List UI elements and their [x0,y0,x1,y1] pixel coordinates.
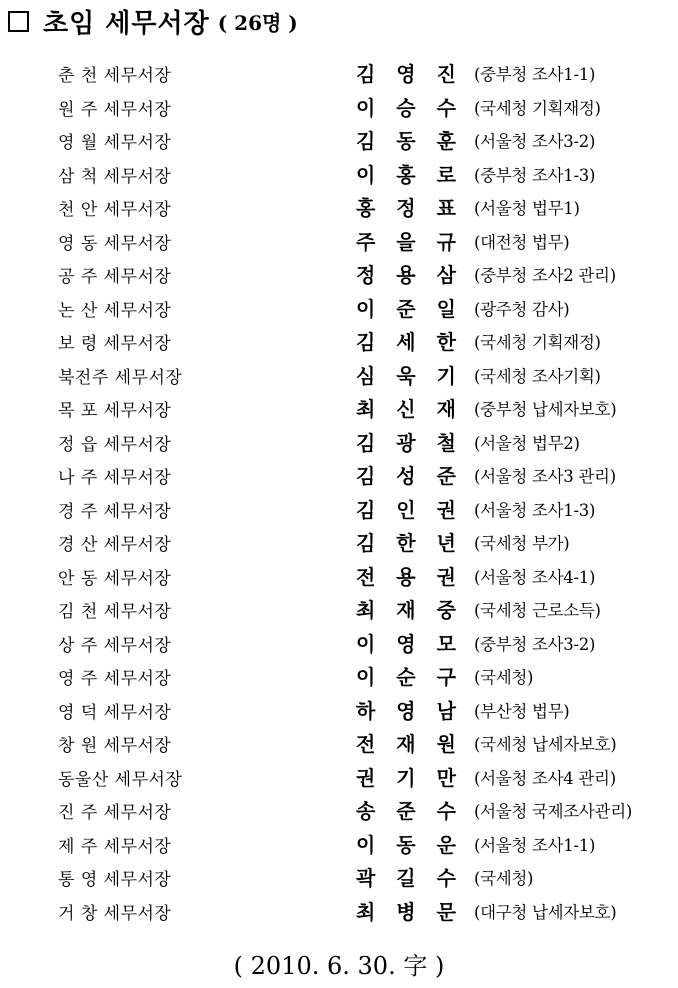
previous-position: (서울청 국제조사관리) [474,802,632,821]
appointee-name: 하 영 남 [356,698,457,723]
list-item [0,156,678,190]
appointee-name: 이 순 구 [356,665,457,689]
office-name: 영 덕 세무서장 [58,702,172,723]
previous-position: (대전청 법무) [474,232,570,252]
list-item [0,89,678,123]
list-item [0,893,678,927]
list-item [0,558,678,592]
appointee-name: 김 한 년 [356,531,457,555]
office-name: 공 주 세무서장 [58,267,172,287]
previous-position: (대구청 납세자보호) [474,902,617,922]
effective-date: ( 2010. 6. 30. 字 ) [233,952,445,980]
appointee-name: 김 동 훈 [356,129,457,153]
appointee-name: 전 재 원 [356,732,457,756]
appointee-name: 주 을 규 [356,229,457,254]
appointee-name: 김 인 권 [356,497,457,522]
section-header [8,4,298,38]
list-item [0,390,678,424]
list-item [0,55,678,89]
office-name: 보 령 세무서장 [58,334,172,354]
appointee-name: 곽 길 수 [356,866,457,890]
list-item [0,591,678,625]
appointee-name: 송 준 수 [356,799,457,823]
office-name: 안 동 세무서장 [58,568,172,589]
list-item [0,122,678,156]
previous-position: (서울청 조사3-2) [474,132,596,151]
list-item [0,625,678,659]
appointee-name: 전 용 권 [356,564,457,589]
section-title: 초임 세무서장 [43,8,210,39]
appointee-name: 김 세 한 [356,330,457,354]
office-name: 동울산 세무서장 [58,769,183,790]
list-item [0,792,678,826]
list-item [0,357,678,391]
previous-position: (중부청 조사3-2) [474,634,596,654]
list-item [0,424,678,458]
previous-position: (중부청 조사1-1) [474,65,596,84]
appointee-name: 권 기 만 [356,765,457,790]
previous-position: (서울청 법무2) [474,433,580,453]
list-item [0,491,678,525]
office-name: 영 동 세무서장 [58,233,172,254]
checkbox-icon [8,11,29,32]
list-item [0,223,678,257]
appointee-name: 이 승 수 [356,95,457,120]
previous-position: (중부청 조사1-3) [474,165,596,185]
appointee-name: 이 준 일 [356,296,457,321]
previous-position: (서울청 법무1) [474,199,580,218]
previous-position: (광주청 감사) [474,299,570,319]
office-name: 제 주 세무서장 [58,836,172,857]
list-item [0,524,678,558]
appointee-name: 최 병 문 [356,899,457,924]
previous-position: (국세청) [474,668,534,687]
appointee-name: 이 영 모 [356,631,457,656]
previous-position: (부산청 법무) [474,701,570,721]
appointee-name: 정 용 삼 [356,263,457,287]
list-item [0,290,678,324]
list-item [0,725,678,759]
list-item [0,692,678,726]
previous-position: (서울청 조사1-1) [474,835,596,855]
previous-position: (서울청 조사3 관리) [474,467,616,486]
office-name: 김 천 세무서장 [58,602,172,622]
appointee-name: 최 신 재 [356,397,457,421]
appointee-name: 김 영 진 [356,62,457,86]
list-item [0,323,678,357]
previous-position: (중부청 조사2 관리) [474,266,616,285]
previous-position: (서울청 조사4-1) [474,567,596,587]
appointee-name: 최 재 중 [356,598,457,622]
list-item [0,826,678,860]
office-name: 목 포 세무서장 [58,401,172,421]
previous-position: (서울청 조사4 관리) [474,768,616,788]
list-item [0,759,678,793]
previous-position: (국세청 기획재정) [474,98,601,118]
office-name: 삼 척 세무서장 [58,166,172,187]
appointee-name: 이 홍 로 [356,162,457,187]
appointment-list [0,55,678,926]
office-name: 춘 천 세무서장 [58,66,172,86]
previous-position: (국세청 부가) [474,534,570,553]
appointee-name: 이 동 운 [356,832,457,857]
office-name: 경 주 세무서장 [58,501,172,522]
list-item [0,189,678,223]
headcount: ( 26명 ) [217,10,298,35]
list-item [0,457,678,491]
previous-position: (국세청 기획재정) [474,333,601,352]
office-name: 나 주 세무서장 [58,468,172,488]
appointee-name: 심 욱 기 [356,363,457,388]
previous-position: (중부청 납세자보호) [474,400,617,419]
office-name: 천 안 세무서장 [58,200,172,220]
office-name: 거 창 세무서장 [58,903,172,924]
previous-position: (국세청 조사기획) [474,366,601,386]
office-name: 통 영 세무서장 [58,870,172,890]
list-item [0,859,678,893]
office-name: 영 주 세무서장 [58,669,172,689]
list-item [0,658,678,692]
office-name: 논 산 세무서장 [58,300,172,321]
previous-position: (국세청 근로소득) [474,601,601,620]
office-name: 영 월 세무서장 [58,133,172,153]
office-name: 상 주 세무서장 [58,635,172,656]
appointee-name: 김 성 준 [356,464,457,488]
list-item [0,256,678,290]
appointee-name: 김 광 철 [356,430,457,455]
previous-position: (국세청) [474,869,534,888]
previous-position: (서울청 조사1-3) [474,500,596,520]
office-name: 정 읍 세무서장 [58,434,172,455]
office-name: 창 원 세무서장 [58,736,172,756]
office-name: 진 주 세무서장 [58,803,172,823]
office-name: 북전주 세무서장 [58,367,183,388]
appointee-name: 홍 정 표 [356,196,457,220]
office-name: 경 산 세무서장 [58,535,172,555]
previous-position: (국세청 납세자보호) [474,735,617,754]
office-name: 원 주 세무서장 [58,99,172,120]
